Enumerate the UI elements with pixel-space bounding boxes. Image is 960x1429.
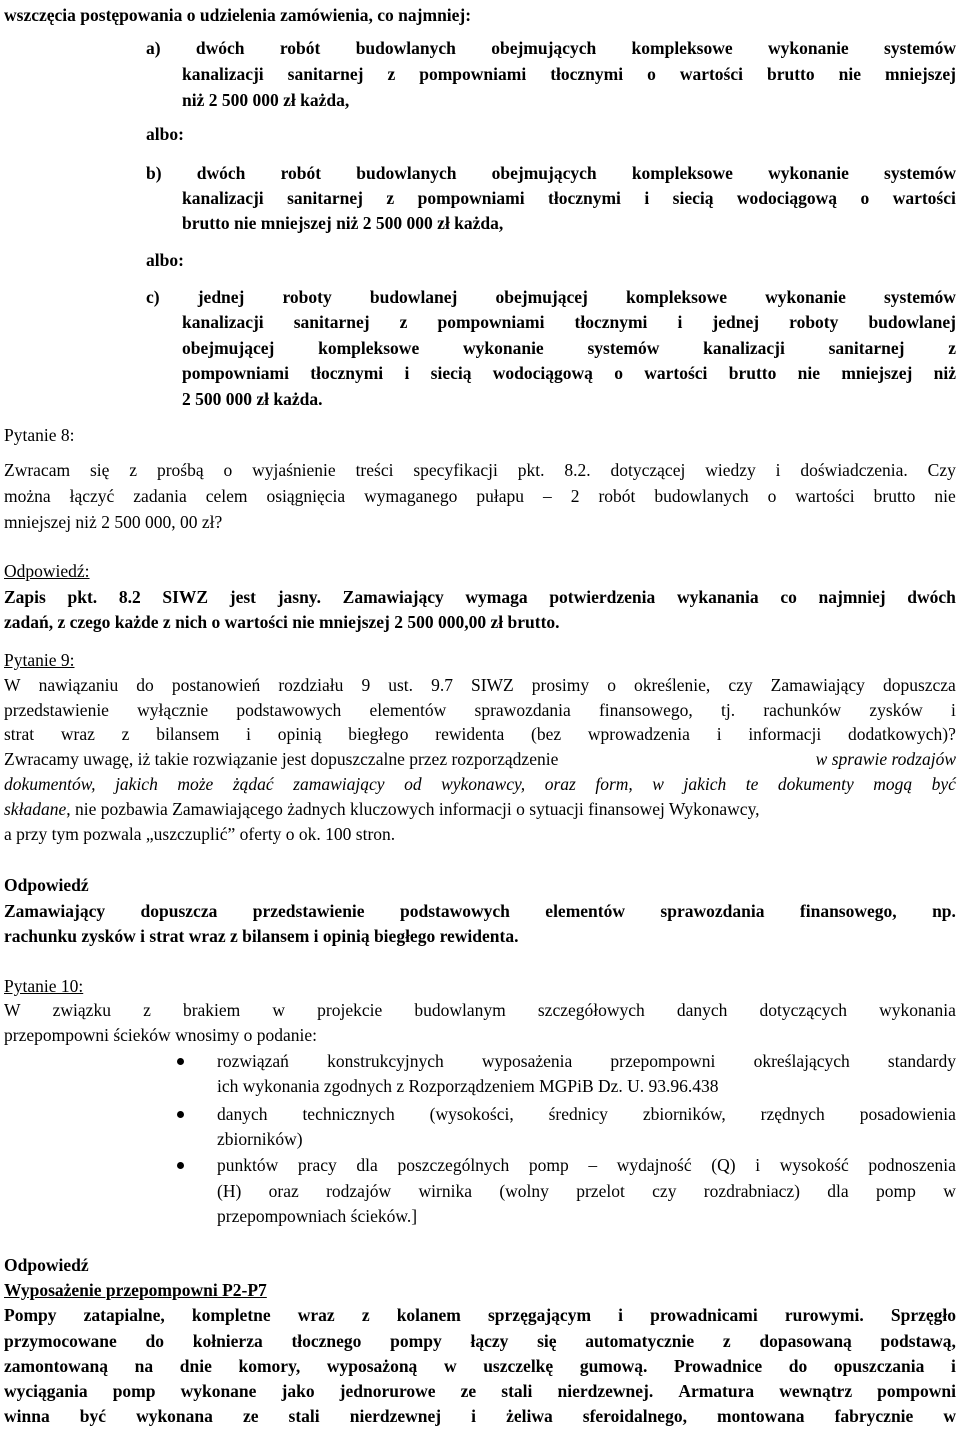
q10-answer-label: Odpowiedź bbox=[4, 1255, 89, 1275]
q10-bullet-1-line-2: ich wykonania zgodnych z Rozporządzeniem MGPiB Dz. U. 93.96.438 bbox=[217, 1076, 719, 1096]
q9-answer-label: Odpowiedź bbox=[4, 875, 89, 895]
q10-answer-line-2: przymocowane do kołnierza tłocznego pompy łączy się automatycznie z dopasowaną podstawą, bbox=[4, 1331, 956, 1351]
question-8-label: Pytanie 8: bbox=[4, 425, 75, 445]
q10-answer-line-4: wyciągania pomp wykonane jako jednorurowe ze stali nierdzewnej. Armatura wewnątrz pompowni bbox=[4, 1381, 956, 1401]
item-b-line-1: b) dwóch robót budowlanych obejmujących kompleksowe wykonanie systemów bbox=[146, 163, 956, 183]
q9-answer-line-2: rachunku zysków i strat wraz z bilansem i opinią biegłego rewidenta. bbox=[4, 926, 519, 946]
q10-answer-line-5: winna być wykonana ze stali nierdzewnej i żeliwa sferoidalnego, montowana fabrycznie w bbox=[4, 1406, 956, 1426]
q8-answer-label: Odpowiedź: bbox=[4, 561, 90, 581]
albo-label-1: albo: bbox=[146, 124, 184, 144]
item-a-line-2: kanalizacji sanitarnej z pompowniami tłocznymi o wartości brutto nie mniejszej bbox=[182, 64, 956, 84]
q10-answer-line-1: Pompy zatapialne, kompletne wraz z kolanem sprzęgającym i prowadnicami rurowymi. Sprzęgło bbox=[4, 1305, 956, 1325]
q8-line-3: mniejszej niż 2 500 000, 00 zł? bbox=[4, 512, 223, 532]
q8-answer-line-1: Zapis pkt. 8.2 SIWZ jest jasny. Zamawiający wymaga potwierdzenia wykanania co najmniej dwóch bbox=[4, 587, 956, 607]
bullet-icon bbox=[177, 1058, 184, 1065]
q9-answer-line-1: Zamawiający dopuszcza przedstawienie podstawowych elementów sprawozdania finansowego, np. bbox=[4, 901, 956, 921]
q10-bullet-3-line-3: przepompowniach ścieków.] bbox=[217, 1206, 418, 1226]
q9-line-4 bbox=[4, 751, 956, 769]
top-line: wszczęcia postępowania o udzielenia zamówienia, co najmniej: bbox=[4, 5, 472, 25]
q10-line-2: przepompowni ścieków wnosimy o podanie: bbox=[4, 1025, 318, 1045]
q10-bullet-2-line-2: zbiorników) bbox=[217, 1129, 303, 1149]
q9-line-2: przedstawienie wyłącznie podstawowych elementów sprawozdania finansowego, tj. rachunków zysków i bbox=[4, 700, 956, 720]
item-c-line-4: pompowniami tłocznymi i siecią wodociągową o wartości brutto nie mniejszej niż bbox=[182, 363, 956, 383]
q10-answer-line-3: zamontowaną na dnie komory, wyposażoną w uszczelkę gumową. Prowadnice do opuszczania i bbox=[4, 1356, 956, 1376]
q9-line-4-italic: w sprawie rodzajów bbox=[815, 749, 956, 769]
q9-line-7: a przy tym pozwala „uszczuplić” oferty o ok. 100 stron. bbox=[4, 824, 396, 844]
q9-line-6-regular: , nie pozbawia Zamawiającego żadnych kluczowych informacji o sytuacji finansowej Wykonawcy, bbox=[66, 799, 760, 819]
q10-bullet-1-line-1: rozwiązań konstrukcyjnych wyposażenia przepompowni określających standardy bbox=[217, 1051, 956, 1071]
q9-line-4-regular: Zwracamy uwagę, iż takie rozwiązanie jest dopuszczalne przez rozporządzenie bbox=[4, 749, 559, 769]
q8-line-2: można łączyć zadania celem osiągnięcia wymaganego pułapu – 2 robót budowlanych o wartości brutto nie bbox=[4, 486, 956, 506]
item-c-line-3: obejmującej kompleksowe wykonanie systemów kanalizacji sanitarnej z bbox=[182, 338, 956, 358]
q9-line-5: dokumentów, jakich może żądać zamawiający od wykonawcy, oraz form, w jakich te dokumenty mogą być bbox=[4, 774, 956, 794]
q10-bullet-3-line-2: (H) oraz rodzajów wirnika (wolny przelot czy rozdrabniacz) dla pomp w bbox=[217, 1181, 956, 1201]
item-b-line-2: kanalizacji sanitarnej z pompowniami tłocznymi i siecią wodociągową o wartości bbox=[182, 188, 956, 208]
q8-answer-line-2: zadań, z czego każde z nich o wartości nie mniejszej 2 500 000,00 zł brutto. bbox=[4, 612, 560, 632]
albo-label-2: albo: bbox=[146, 250, 184, 270]
item-c-line-1: c) jednej roboty budowlanej obejmującej kompleksowe wykonanie systemów bbox=[146, 287, 956, 307]
q10-bullet-2-line-1: danych technicznych (wysokości, średnicy zbiorników, rzędnych posadowienia bbox=[217, 1104, 956, 1124]
item-b-line-3: brutto nie mniejszej niż 2 500 000 zł każda, bbox=[182, 213, 504, 233]
q10-bullet-3-line-1: punktów pracy dla poszczególnych pomp – wydajność (Q) i wysokość podnoszenia bbox=[217, 1155, 956, 1175]
question-10-label: Pytanie 10: bbox=[4, 976, 84, 996]
item-a-line-3: niż 2 500 000 zł każda, bbox=[182, 90, 350, 110]
item-c-line-5: 2 500 000 zł każda. bbox=[182, 389, 323, 409]
q8-line-1: Zwracam się z prośbą o wyjaśnienie treści specyfikacji pkt. 8.2. dotyczącej wiedzy i doświadczenia. Czy bbox=[4, 460, 956, 480]
bullet-icon bbox=[177, 1111, 184, 1118]
item-a-line-1: a) dwóch robót budowlanych obejmujących kompleksowe wykonanie systemów bbox=[146, 38, 956, 58]
bullet-icon bbox=[177, 1162, 184, 1169]
q9-line-6-italic: składane bbox=[4, 799, 67, 819]
q10-line-1: W związku z brakiem w projekcie budowlanym szczegółowych danych dotyczących wykonania bbox=[4, 1000, 956, 1020]
question-9-label: Pytanie 9: bbox=[4, 650, 75, 670]
item-c-line-2: kanalizacji sanitarnej z pompowniami tłocznymi i jednej roboty budowlanej bbox=[182, 312, 956, 332]
q9-line-1: W nawiązaniu do postanowień rozdziału 9 ust. 9.7 SIWZ prosimy o określenie, czy Zamawiający dopuszcza bbox=[4, 675, 956, 695]
q9-line-6 bbox=[4, 801, 760, 819]
q10-answer-heading: Wyposażenie przepompowni P2-P7 bbox=[4, 1280, 267, 1300]
q9-line-3: strat wraz z bilansem i opinią biegłego rewidenta (bez wprowadzenia i informacji dodatkowych)? bbox=[4, 724, 956, 744]
